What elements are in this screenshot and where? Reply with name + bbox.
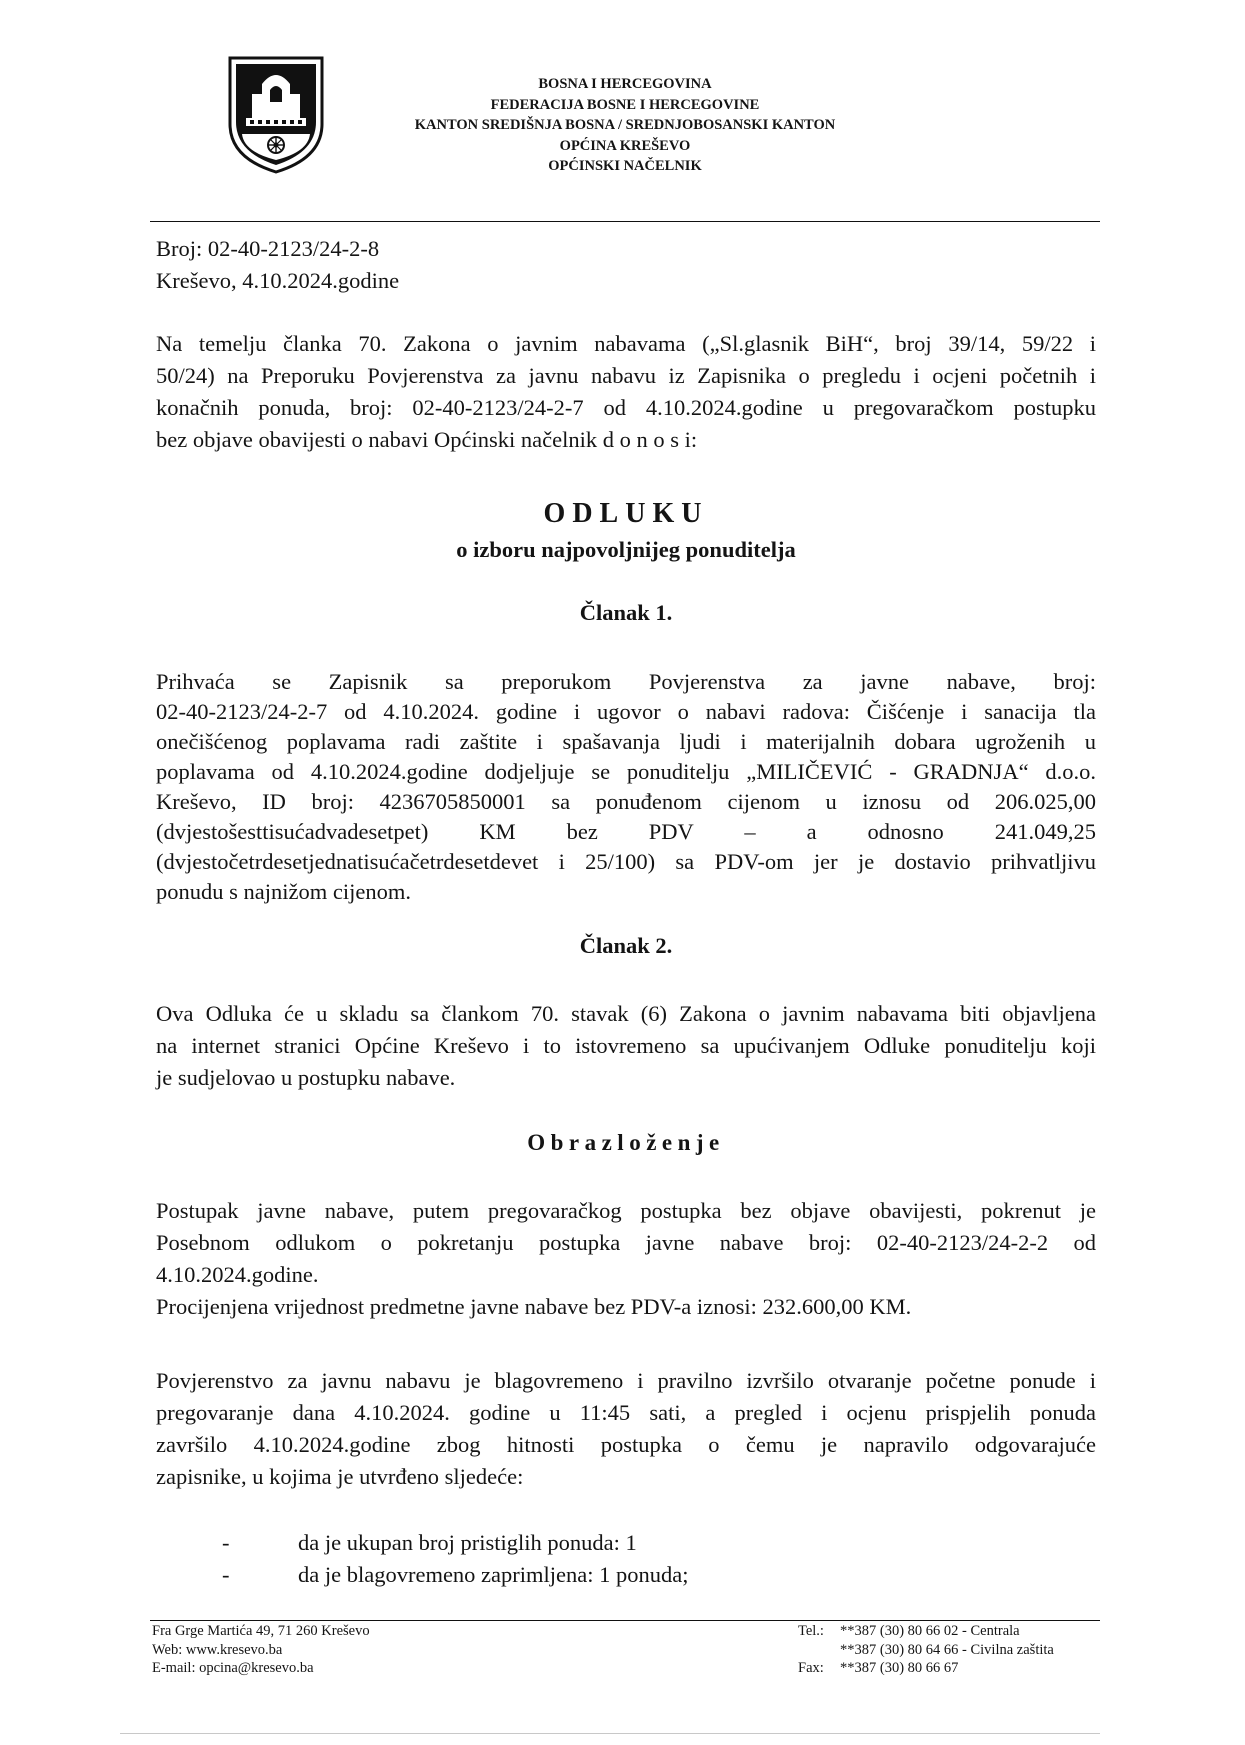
intro-line: Na temelju članka 70. Zakona o javnim nabavama („Sl.glasnik BiH“, broj 39/14, 59/22 i <box>156 331 1096 356</box>
footer-address: Fra Grge Martića 49, 71 260 Kreševo <box>152 1623 370 1639</box>
reference-block <box>156 233 1096 297</box>
findings-list <box>222 1527 689 1591</box>
reasoning-line: Povjerenstvo za javnu nabavu je blagovremeno i pravilno izvršilo otvaranje početne ponude i <box>156 1368 1096 1393</box>
reasoning-line: 4.10.2024.godine. <box>156 1262 319 1287</box>
article-1-line: onečišćenog poplavama radi zaštite i spašavanja ljudi i materijalnih dobara ugroženih u <box>156 729 1096 754</box>
footer-tel-civil-protection: **387 (30) 80 64 66 - Civilna zaštita <box>840 1641 1054 1658</box>
footer-contact-left <box>152 1622 370 1678</box>
reasoning-line: završilo 4.10.2024.godine zbog hitnosti postupka o čemu je napravilo odgovarajuće <box>156 1432 1096 1457</box>
reference-place-date: Kreševo, 4.10.2024.godine <box>156 268 400 293</box>
header-line-country: BOSNA I HERCEGOVINA <box>538 76 712 92</box>
footer-phone-row <box>798 1622 1054 1641</box>
footer-phone-row <box>798 1641 1054 1660</box>
reasoning-heading: Obrazloženje <box>527 1130 725 1155</box>
reasoning-paragraph-2 <box>156 1365 1096 1493</box>
footer-divider <box>150 1620 1100 1621</box>
header-line-canton: KANTON SREDIŠNJA BOSNA / SREDNJOBOSANSKI KANTON <box>414 117 836 133</box>
reasoning-paragraph-1 <box>156 1195 1096 1323</box>
reasoning-line: pregovaranje dana 4.10.2024. godine u 11:45 sati, a pregled i ocjenu prispjelih ponuda <box>156 1400 1096 1425</box>
article-1-line: (dvjestošesttisućadvadesetpet) KM bez PDV – a odnosno 241.049,25 <box>156 819 1096 844</box>
list-item-text: da je ukupan broj pristiglih ponuda: 1 <box>298 1530 637 1555</box>
article-1-body <box>156 667 1096 907</box>
list-item <box>222 1527 689 1559</box>
reference-number: Broj: 02-40-2123/24-2-8 <box>156 236 380 261</box>
footer-fax-row <box>798 1659 1054 1678</box>
footer-web-link[interactable]: Web: www.kresevo.ba <box>152 1641 283 1658</box>
coat-of-arms-icon <box>226 54 326 176</box>
footer-tel-label: Tel.: <box>798 1623 824 1639</box>
intro-line: konačnih ponuda, broj: 02-40-2123/24-2-7 od 4.10.2024.godine u pregovaračkom postupku <box>156 395 1096 420</box>
header-line-office: OPĆINSKI NAČELNIK <box>548 158 702 174</box>
page-bottom-edge <box>120 1733 1100 1734</box>
decision-subtitle: o izboru najpovoljnijeg ponuditelja <box>456 537 796 562</box>
article-1-line: poplavama od 4.10.2024.godine dodjeljuje se ponuditelju „MILIČEVIĆ - GRADNJA“ d.o.o. <box>156 759 1096 784</box>
article-1-line: Prihvaća se Zapisnik sa preporukom Povjerenstva za javne nabave, broj: <box>156 669 1096 694</box>
article-2-line: na internet stranici Općine Kreševo i to istovremeno sa upućivanjem Odluke ponuditelju koji <box>156 1033 1096 1058</box>
footer-tel-spacer <box>798 1641 840 1660</box>
article-1-line: 02-40-2123/24-2-7 od 4.10.2024. godine i ugovor o nabavi radova: Čišćenje i sanacija tla <box>156 699 1096 724</box>
article-1-heading: Članak 1. <box>579 600 673 625</box>
header-divider <box>150 221 1100 222</box>
header-line-municipality: OPĆINA KREŠEVO <box>559 137 691 154</box>
article-1-line: ponudu s najnižom cijenom. <box>156 879 411 904</box>
bullet-mark: - <box>222 1562 230 1587</box>
list-item-text: da je blagovremeno zaprimljena: 1 ponuda; <box>298 1562 689 1587</box>
intro-paragraph <box>156 328 1096 456</box>
article-2-line: je sudjelovao u postupku nabave. <box>156 1065 456 1090</box>
footer-tel-central: **387 (30) 80 66 02 - Centrala <box>840 1623 1020 1639</box>
decision-title: ODLUKU <box>543 498 709 529</box>
article-1-line: Kreševo, ID broj: 4236705850001 sa ponuđenom cijenom u iznosu od 206.025,00 <box>156 789 1096 814</box>
article-2-line: Ova Odluka će u skladu sa člankom 70. stavak (6) Zakona o javnim nabavama biti objavljena <box>156 1001 1096 1026</box>
institution-header <box>360 74 890 177</box>
reasoning-line: Posebnom odlukom o pokretanju postupka javne nabave broj: 02-40-2123/24-2-2 od <box>156 1230 1096 1255</box>
intro-line: bez objave obavijesti o nabavi Općinski načelnik d o n o s i: <box>156 427 698 452</box>
bullet-mark: - <box>222 1530 230 1555</box>
reasoning-line: Procijenjena vrijednost predmetne javne nabave bez PDV-a iznosi: 232.600,00 KM. <box>156 1294 912 1319</box>
article-2-heading: Članak 2. <box>579 933 673 958</box>
list-item <box>222 1559 689 1591</box>
intro-line: 50/24) na Preporuku Povjerenstva za javnu nabavu iz Zapisnika o pregledu i ocjeni početnih i <box>156 363 1096 388</box>
footer-fax-label: Fax: <box>798 1660 824 1676</box>
article-1-line: (dvjestočetrdesetjednatisućačetrdesetdevet i 25/100) sa PDV-om jer je dostavio prihvatljivu <box>156 849 1096 874</box>
footer-contact-right <box>798 1622 1054 1678</box>
header-line-federation: FEDERACIJA BOSNE I HERCEGOVINE <box>490 96 760 113</box>
reasoning-line: zapisnike, u kojima je utvrđeno sljedeće: <box>156 1464 524 1489</box>
footer-email-link[interactable]: E-mail: opcina@kresevo.ba <box>152 1660 314 1676</box>
footer-fax: **387 (30) 80 66 67 <box>840 1660 959 1676</box>
article-2-body <box>156 998 1096 1094</box>
reasoning-line: Postupak javne nabave, putem pregovaračkog postupka bez objave obavijesti, pokrenut je <box>156 1198 1096 1223</box>
